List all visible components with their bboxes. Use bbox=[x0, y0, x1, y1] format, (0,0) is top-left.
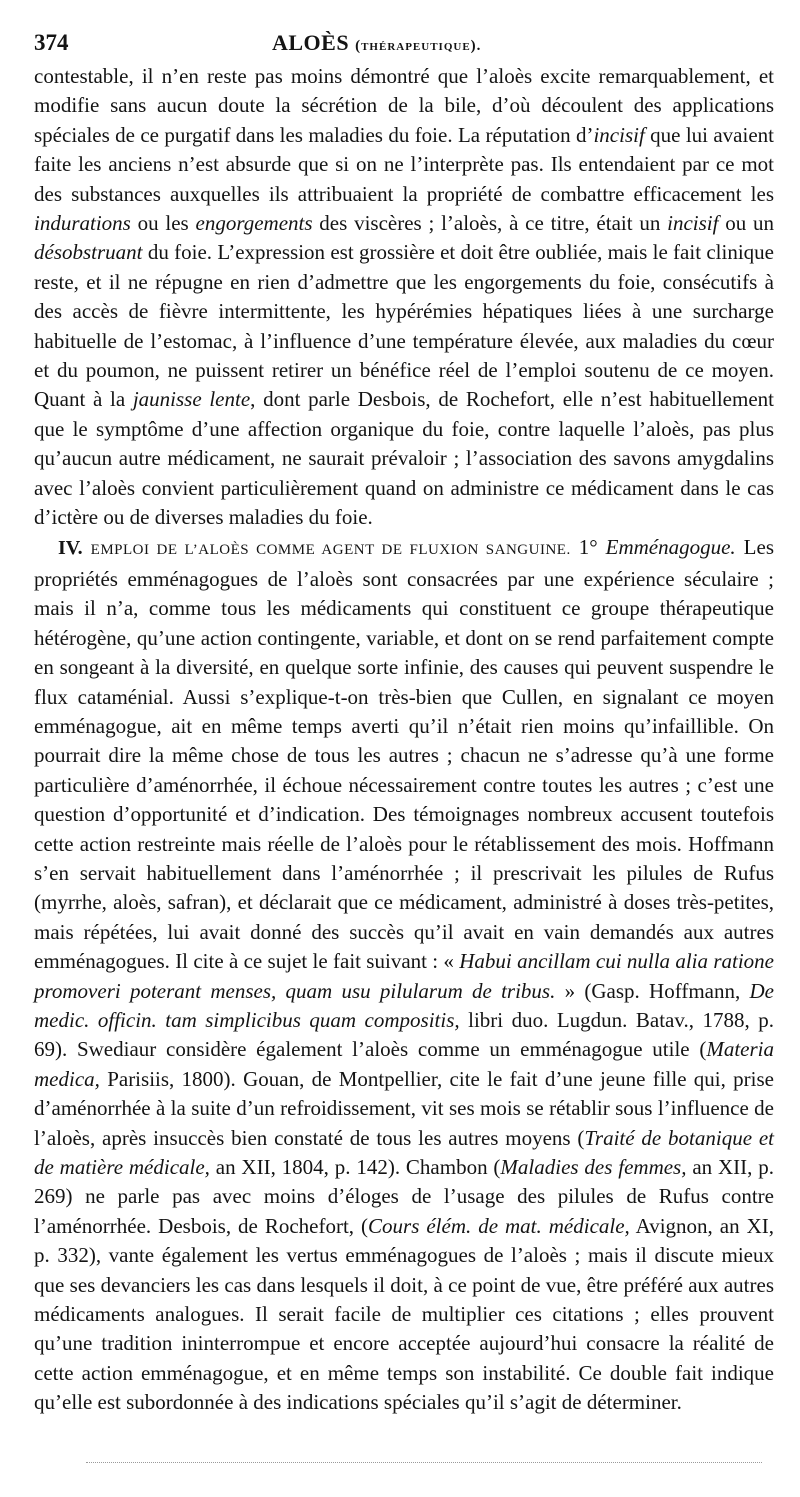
italic-term: indurations bbox=[34, 211, 131, 236]
italic-term: engorgements bbox=[195, 211, 313, 236]
text-run: » (Gasp. Hoffmann, bbox=[555, 978, 750, 1003]
text-run: du foie. L’expression est grossière et doit être oubliée, mais le fait clinique reste, et il ne répugne en rien d’admettre que les engorgements du foie, consécutifs à des accès de fièvre intermittente, les hypérémies hépatiques liées à une surcharge habituelle de l’estomac, à l’influence d’une température élevée, aux maladies du cœur et du poumon, ne puissent retirer un bénéfice réel de l’emploi soutenu de ce moyen. Quant à la bbox=[34, 240, 774, 412]
section-heading: EMPLOI DE L’ALOÈS COMME AGENT DE FLUXION SANGUINE. bbox=[90, 541, 571, 558]
text-run: ou un bbox=[718, 211, 774, 236]
paragraph-emmenagogue bbox=[34, 533, 774, 1418]
running-title bbox=[272, 30, 481, 56]
citation-title: Materia medica, bbox=[34, 1037, 774, 1091]
text-run: ou les bbox=[130, 211, 196, 236]
citation-title: Traité de botanique et de matière médicale, bbox=[34, 1125, 774, 1180]
text-run: an XII, p. 269) ne parle pas avec moins d’éloges de l’usage des pilules de Rufus contre l’aménorrhée. Desbois, de Rochefort, ( bbox=[34, 1155, 774, 1238]
text-run: que lui avaient faite les anciens n’est absurde que si on ne l’interprète pas. Ils entendaient par ce mot des substances auxquelles ils attribuaient la propriété de combattre efficacement les bbox=[34, 122, 774, 206]
text-run: Parisiis, 1800). Gouan, de Montpellier, cite le fait d’une jeune fille qui, prise d’aménorrhée à la suite d’un refroidissement, vit ses mois se rétablir sous l’influence de l’aloès, après insuccès bien constaté de tous les autres moyens ( bbox=[34, 1066, 774, 1150]
italic-term: jaunisse lente bbox=[132, 387, 251, 412]
italic-term: incisif bbox=[667, 211, 719, 236]
citation-title: Cours élém. de mat. médicale, bbox=[368, 1213, 630, 1238]
text-run: Avignon, an XI, p. 332), vante également les vertus emménagogues de l’aloès ; mais il discute mieux que ses devanciers les cas dans lesquels il doit, à ce point de vue, être préféré aux autres médicaments analogues. Il serait facile de multiplier ces citations ; elles prouvent qu’une tradition ininterrompue et encore acceptée aujourd’hui consacre la réalité de cette action emménagogue, et en même temps son instabilité. Ce double fait indique qu’elle est subordonnée à des indications spéciales qu’il s’agit de déterminer. bbox=[34, 1213, 774, 1415]
section-numeral: IV. bbox=[58, 536, 83, 559]
text-run: Les propriétés emménagogues de l’aloès sont consacrées par une expérience séculaire ; mais il n’a, comme tous les médicaments qui constituent ce groupe thérapeutique hétérogène, qu’une action contingente, variable, et dont on se rend parfaitement compte en songeant à la diversité, en quelque sorte infinie, des causes qui peuvent suspendre le flux cataménial. Aussi s’explique-t-on très-bien que Cullen, en signalant ce moyen emménagogue, ait en même temps averti qu’il n’était rien moins qu’infaillible. On pourrait dire la même chose de tous les autres ; chacun ne s’adresse qu’à une forme particulière d’aménorrhée, il échoue nécessairement contre toutes les autres ; c’est une question d’opportunité et d’indication. Des témoignages nombreux accusent toutefois cette action restreinte mais réelle de l’aloès pour le rétablissement des mois. Hoffmann s’en servait habituellement dans l’aménorrhée ; il prescrivait les pilules de Rufus (myrrhe, aloès, safran), et déclarait que ce médicament, administré à doses très-petites, mais répétées, lui avait donné des succès qu’il avait en vain demandés aux autres emménagogues. Il cite à ce sujet le fait suivant : « bbox=[34, 534, 775, 974]
page-body bbox=[34, 62, 774, 1418]
page-number: 374 bbox=[34, 30, 69, 55]
text-run: , dont parle Desbois, de Rochefort, elle n’est habituellement que le symptôme d’une affection organique du foie, contre laquelle l’aloès, pas plus qu’aucun autre médicament, ne saurait prévaloir ; l’association des savons amygdalins avec l’aloès convient particulièrement quand on administre ce médicament dans le cas d’ictère ou de diverses maladies du foie. bbox=[34, 387, 774, 530]
latin-quotation: Habui ancillam cui nulla alia ratione promoveri poterant menses, quam usu pilularum de tribus. bbox=[34, 949, 774, 1003]
italic-term: désobstruant bbox=[34, 240, 143, 265]
citation-title: De medic. officin. tam simplicibus quam compositis, bbox=[34, 978, 774, 1032]
running-title-subtitle: (thérapeutique). bbox=[355, 38, 482, 54]
subsection-number: 1° bbox=[578, 534, 598, 559]
text-run: des viscères ; l’aloès, à ce titre, était un bbox=[312, 211, 668, 236]
subsection-title: Emménagogue. bbox=[605, 534, 736, 559]
citation-title: Maladies des femmes, bbox=[500, 1155, 687, 1180]
text-run: contestable, il n’en reste pas moins démontré que l’aloès excite remarquablement, et modifie sans aucun doute la sécrétion de la bile, d’où découlent des applications spéciales de ce purgatif dans les maladies du foie. La réputation d’ bbox=[34, 64, 774, 147]
running-title-main: ALOÈS bbox=[272, 30, 356, 55]
paragraph-hepatic-uses bbox=[34, 62, 774, 533]
footer-bleed-through-rule bbox=[86, 1462, 762, 1463]
page-header bbox=[34, 30, 772, 58]
text-run: libri duo. Lugdun. Batav., 1788, p. 69). Swediaur considère également l’aloès comme un emménagogue utile ( bbox=[34, 1008, 774, 1062]
text-run: an XII, 1804, p. 142). Chambon ( bbox=[209, 1155, 501, 1180]
italic-term: incisif bbox=[593, 122, 645, 147]
